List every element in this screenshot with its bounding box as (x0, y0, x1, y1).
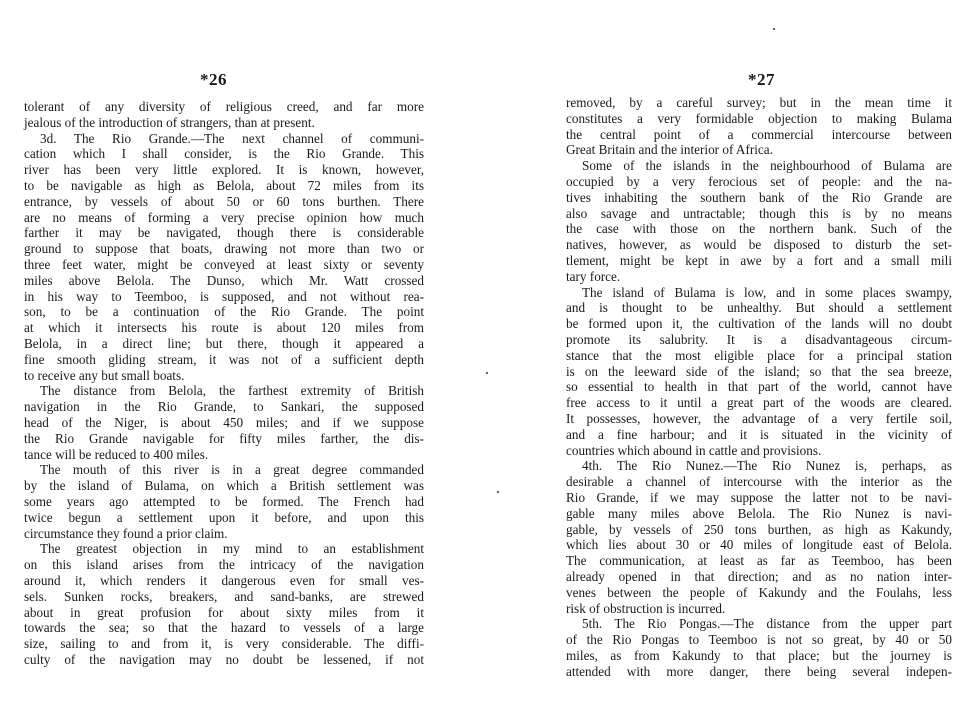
text-line: on this island arises from the intricacy of the navigation (24, 557, 424, 573)
text-line: to receive any but small boats. (24, 367, 185, 383)
text-line: in his way to Teemboo, is supposed, and not without rea- (24, 288, 424, 304)
text-line: miles above Belola. The Dunso, which Mr. Watt crossed (24, 272, 424, 288)
text-line: some years ago attempted to be formed. The French had (24, 493, 424, 509)
text-line: natives, however, as would be disposed to disturb the set- (566, 237, 952, 253)
text-line: navigation in the Rio Grande, to Sankari, the supposed (24, 399, 424, 415)
text-line: constitutes a very formidable objection to making Bulama (566, 110, 952, 126)
text-line: twice begun a settlement upon it before, and upon this (24, 509, 424, 525)
page-body (24, 99, 424, 668)
text-line: attended with more danger, there being several indepen- (566, 663, 952, 679)
text-line: occupied by a very ferocious set of people: and the na- (566, 173, 952, 189)
text-line: three feet water, might be conveyed at least sixty or seventy (24, 256, 424, 272)
text-line: free access to it until a great part of the woods are cleared. (566, 395, 952, 411)
text-line: at which it intersects his route is about 120 miles from (24, 320, 424, 336)
text-line: head of the Niger, is about 450 miles; and if we suppose (24, 414, 424, 430)
text-line: already opened in that direction; and as no nation inter- (566, 568, 952, 584)
text-line: The communication, at least as far as Teemboo, has been (566, 553, 952, 569)
text-line: tlement, might be kept in awe by a fort and a small mili (566, 252, 952, 268)
text-line: and is thought to be unhealthy. But should a settlement (566, 300, 952, 316)
text-line: gable many miles above Belola. The Rio Nunez is navi- (566, 505, 952, 521)
text-line: ground to suppose that boats, drawing not more than two or (24, 241, 424, 257)
text-line: the Rio Grande navigable for fifty miles farther, the dis- (24, 430, 424, 446)
text-line: countries which abound in cattle and provisions. (566, 442, 822, 458)
text-line: Rio Grande, if we may suppose the latter not to be navi- (566, 489, 952, 505)
text-line: 5th. The Rio Pongas.—The distance from the upper part (582, 616, 952, 632)
text-line: gable, by vessels of 250 tons burthen, as high as Kakundy, (566, 521, 952, 537)
text-line: The greatest objection in my mind to an establishment (40, 541, 424, 557)
text-line: size, sailing to and from it, is very considerable. The diffi- (24, 636, 424, 652)
text-line: the case with those on the northern bank. Such of the (566, 221, 952, 237)
text-line: of the Rio Pongas to Teemboo is not so great, by 40 or 50 (566, 632, 952, 648)
text-line: tolerant of any diversity of religious creed, and far more (24, 99, 424, 114)
left-page (0, 0, 470, 712)
text-line: promote its salubrity. It is a disadvantageous circum- (566, 331, 952, 347)
text-line: around it, which renders it dangerous even for small ves- (24, 572, 424, 588)
text-line: sels. Sunken rocks, breakers, and sand-banks, are strewed (24, 588, 424, 604)
text-line: fine smooth gliding stream, it was not of a sufficient depth (24, 351, 424, 367)
text-line: jealous of the introduction of strangers, than at present. (24, 114, 315, 130)
text-line: towards the sea; so that the hazard to vessels of a large (24, 620, 424, 636)
text-line: tance will be reduced to 400 miles. (24, 446, 209, 462)
text-line: to be navigable as high as Belola, about 72 miles from its (24, 177, 424, 193)
text-line: The island of Bulama is low, and in some places swampy, (582, 284, 952, 300)
text-line: which lies about 30 or 40 miles of longitude east of Belola. (566, 537, 952, 553)
text-line: and a fine harbour; and it is situated in the vicinity of (566, 426, 952, 442)
page-number: *27 (748, 70, 775, 89)
text-line: miles, as from Kakundy to that place; but the journey is (566, 647, 952, 663)
text-line: is on the leeward side of the island; so that the sea breeze, (566, 363, 952, 379)
text-line: about in great profusion for about sixty miles from it (24, 604, 424, 620)
text-line: so essential to health in that part of the world, cannot have (566, 379, 952, 395)
text-line: tives inhabiting the southern bank of the Rio Grande are (566, 189, 952, 205)
text-line: Some of the islands in the neighbourhood of Bulama are (582, 158, 952, 174)
text-line: stance that the most eligible place for a principal station (566, 347, 952, 363)
text-line: also savage and untractable; though this is by no means (566, 205, 952, 221)
text-line: be formed upon it, the cultivation of the lands will no doubt (566, 316, 952, 332)
text-line: risk of obstruction is incurred. (566, 600, 726, 616)
text-line: It possesses, however, the advantage of a very fertile soil, (566, 410, 952, 426)
text-line: removed, by a careful survey; but in the mean time it (566, 95, 952, 110)
text-line: The distance from Belola, the farthest extremity of British (40, 383, 424, 399)
text-line: Great Britain and the interior of Africa. (566, 142, 773, 158)
text-line: The mouth of this river is in a great degree commanded (40, 462, 424, 478)
text-line: 3d. The Rio Grande.—The next channel of communi- (40, 130, 424, 146)
text-line: entrance, by vessels of about 50 or 60 tons burthen. There (24, 193, 424, 209)
text-line: farther it may be navigated, though there is considerable (24, 225, 424, 241)
text-line: the central point of a commercial intercourse between (566, 126, 952, 142)
page-body (566, 95, 952, 679)
text-line: desirable a channel of intercourse with the interior as the (566, 474, 952, 490)
text-line: culty of the navigation may no doubt be lessened, if not (24, 651, 424, 667)
text-line: tary force. (566, 268, 621, 284)
right-page (490, 0, 980, 712)
text-line: cation which I shall consider, is the Rio Grande. This (24, 146, 424, 162)
scan-speck (486, 372, 488, 374)
text-line: by the island of Bulama, on which a British settlement was (24, 478, 424, 494)
text-line: venes between the people of Kakundy and the Foulahs, less (566, 584, 952, 600)
scan-speck (497, 491, 499, 493)
text-line: son, to be a continuation of the Rio Grande. The point (24, 304, 424, 320)
page-number: *26 (200, 70, 227, 89)
text-line: Belola, in a direct line; but there, though it appeared a (24, 335, 424, 351)
text-line: circumstance they found a prior claim. (24, 525, 228, 541)
text-line: 4th. The Rio Nunez.—The Rio Nunez is, perhaps, as (582, 458, 952, 474)
text-line: river has been very little explored. It is known, however, (24, 162, 424, 178)
text-line: are no means of forming a very precise opinion how much (24, 209, 424, 225)
scan-speck (773, 28, 775, 30)
